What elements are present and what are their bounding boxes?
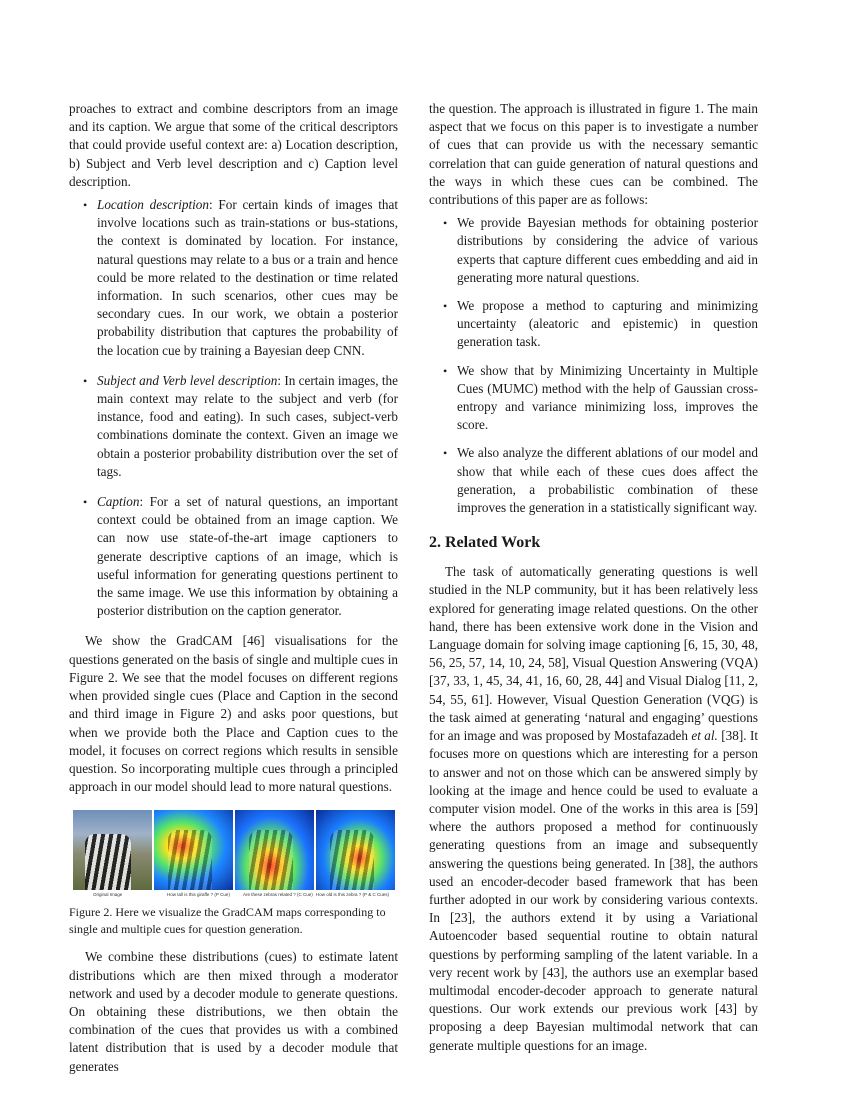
contributions-list — [429, 214, 758, 517]
figure-label: Original Image — [93, 892, 123, 898]
bullet-text: We propose a method to capturing and minimizing uncertainty (aleatoric and epistemic) in question generation task. — [457, 298, 758, 350]
contributions-intro: the question. The approach is illustrated in figure 1. The main aspect that we focus on this paper is to investigate a number of cues that can provide us with the necessary semantic correlation that can guide generation of natural questions and the ways in which these cues can be combined. The contributions of this paper are as follows: — [429, 101, 758, 208]
bullet-icon: • — [443, 363, 448, 378]
figure-label: How old is this zebra ? (P & C Cues) — [316, 892, 389, 898]
figure-label: How tall is this giraffe ? (P Cue) — [167, 892, 230, 898]
bullet-icon: • — [443, 299, 448, 314]
figure-label: Are these zebras related ? (C Cue) — [243, 892, 313, 898]
section-title: 2. Related Work — [429, 534, 541, 552]
list-item — [69, 196, 398, 360]
list-item — [429, 362, 758, 435]
gradcam-paragraph: We show the GradCAM [46] visualisations for the questions generated on the basis of single and multiple cues in Figure 2. We see that the model focuses on different regions when provided single cues (Place and Caption in the second and third image in Figure 2) and asks poor questions, but when we provide both the Place and Caption cues to the model, it focuses on correct regions which results in sensible question. So incorporating multiple cues through a principled approach in our model should lead to more natural questions. — [69, 633, 398, 795]
right-column — [429, 100, 758, 1055]
bullet-term: Location description — [97, 197, 209, 213]
bullet-icon: • — [83, 373, 88, 388]
gradcam-map-place — [154, 810, 233, 890]
related-work-paragraph: The task of automatically generating questions is well studied in the NLP community, but it has been relatively less explored for generating image related questions. On the other hand, there has been extensive work done in the Vision and Language domain for solving image captioning [6, 15, 30, 48, 56, 25, 57, 14, 10, 24, 58], Visual Question Answering (VQA) [37, 33, 1, 45, 34, 41, 16, 60, 28, 44] and Visual Dialog [11, 2, 54, 55, 61]. However, Visual Question Generation (VQG) is the task aimed at generating ‘natural and engaging’ questions for an image and was proposed by Mostafazadeh et al. [38]. It focuses more on questions which are interesting for a person to answer and not on those which can be answered simply by looking at the image and hence could be used to evaluate a computer vision model. One of the works in this area is [59] where the authors proposed a method for continuously generating questions from an image and subsequently answering the questions being generated. In [38], the authors used an encoder-decoder based framework that has been further adopted in our work by considering various contexts. In [23], the authors extend it by using a Variational Autoencoder based sequential routine to obtain natural questions by performing sampling of the latent variable. In a very recent work by [43], the authors use an exemplar based multimodal encoder-decoder approach to generate natural questions. Our work extends our previous work [43] by proposing a deep Bayesian multimodal network that can generate multiple questions for an image. — [429, 564, 759, 1053]
figure-2 — [73, 810, 397, 898]
bullet-icon: • — [443, 446, 448, 461]
bullet-icon: • — [83, 495, 88, 510]
intro-paragraph: proaches to extract and combine descriptors from an image and its caption. We argue that some of the critical descriptors that could provide useful context are: a) Location description, b) Subject and Verb level description and c) Caption level description. — [69, 101, 398, 189]
bullet-text: : For a set of natural questions, an important context could be obtained from an image caption. We can now use state-of-the-art image captioners to generate descriptive captions of an image, which is useful information for generating questions pertinent to the same image. We use this information by obtaining a posterior distribution on the caption generator. — [97, 494, 398, 619]
bullet-text: We also analyze the different ablations of our model and show that while each of these cues does affect the generation, a probabilistic combination of these improves the generation in a statistically significant way. — [457, 445, 758, 516]
bullet-text: We show that by Minimizing Uncertainty in Multiple Cues (MUMC) method with the help of Gaussian cross-entropy and variance minimizing loss, improves the score. — [457, 362, 758, 433]
bullet-term: Caption — [97, 494, 140, 510]
list-item — [429, 214, 758, 287]
bullet-icon: • — [83, 198, 88, 213]
gradcam-map-caption — [235, 810, 314, 890]
bullet-text: : For certain kinds of images that involve locations such as train-stations or bus-stations, the context is dominated by location. For instance, natural questions may relate to a bus or a train and hence could be more related to the destination or time related information. In such scenarios, other cues may be secondary cues. In our work, we obtain a posterior probability distribution that captures the probability of the location cue by training a Bayesian deep CNN. — [97, 197, 398, 358]
zebra-image — [85, 834, 131, 890]
list-item — [69, 493, 398, 620]
list-item — [429, 297, 758, 352]
bullet-term: Subject and Verb level description — [97, 372, 278, 388]
list-item — [69, 372, 398, 481]
bullet-text: : In certain images, the main context may relate to the subject and verb (for instance, food and eating). In such cases, subject-verb combinations dominate the context. Given an image we obtain a posterior probability distribution over the set of tags. — [97, 372, 398, 479]
figure-caption: Figure 2. Here we visualize the GradCAM maps corresponding to single and multiple cues for question generation. — [69, 905, 386, 937]
bullet-text: We provide Bayesian methods for obtaining posterior distributions by considering the advice of various experts that capture different cues embedding and aid in generating more natural questions. — [457, 215, 758, 285]
left-column — [69, 100, 398, 1076]
bullet-icon: • — [443, 216, 448, 231]
gradcam-map-combined — [316, 810, 395, 890]
original-image — [73, 810, 152, 890]
combine-paragraph: We combine these distributions (cues) to estimate latent distributions which are then mixed through a moderator network and used by a decoder module to generate questions. On obtaining these distributions, we then obtain the combination of the cues that provides us with a combined latent distribution that is used by a decoder module that generates — [69, 949, 398, 1074]
list-item — [429, 444, 758, 517]
cue-list — [69, 196, 398, 620]
